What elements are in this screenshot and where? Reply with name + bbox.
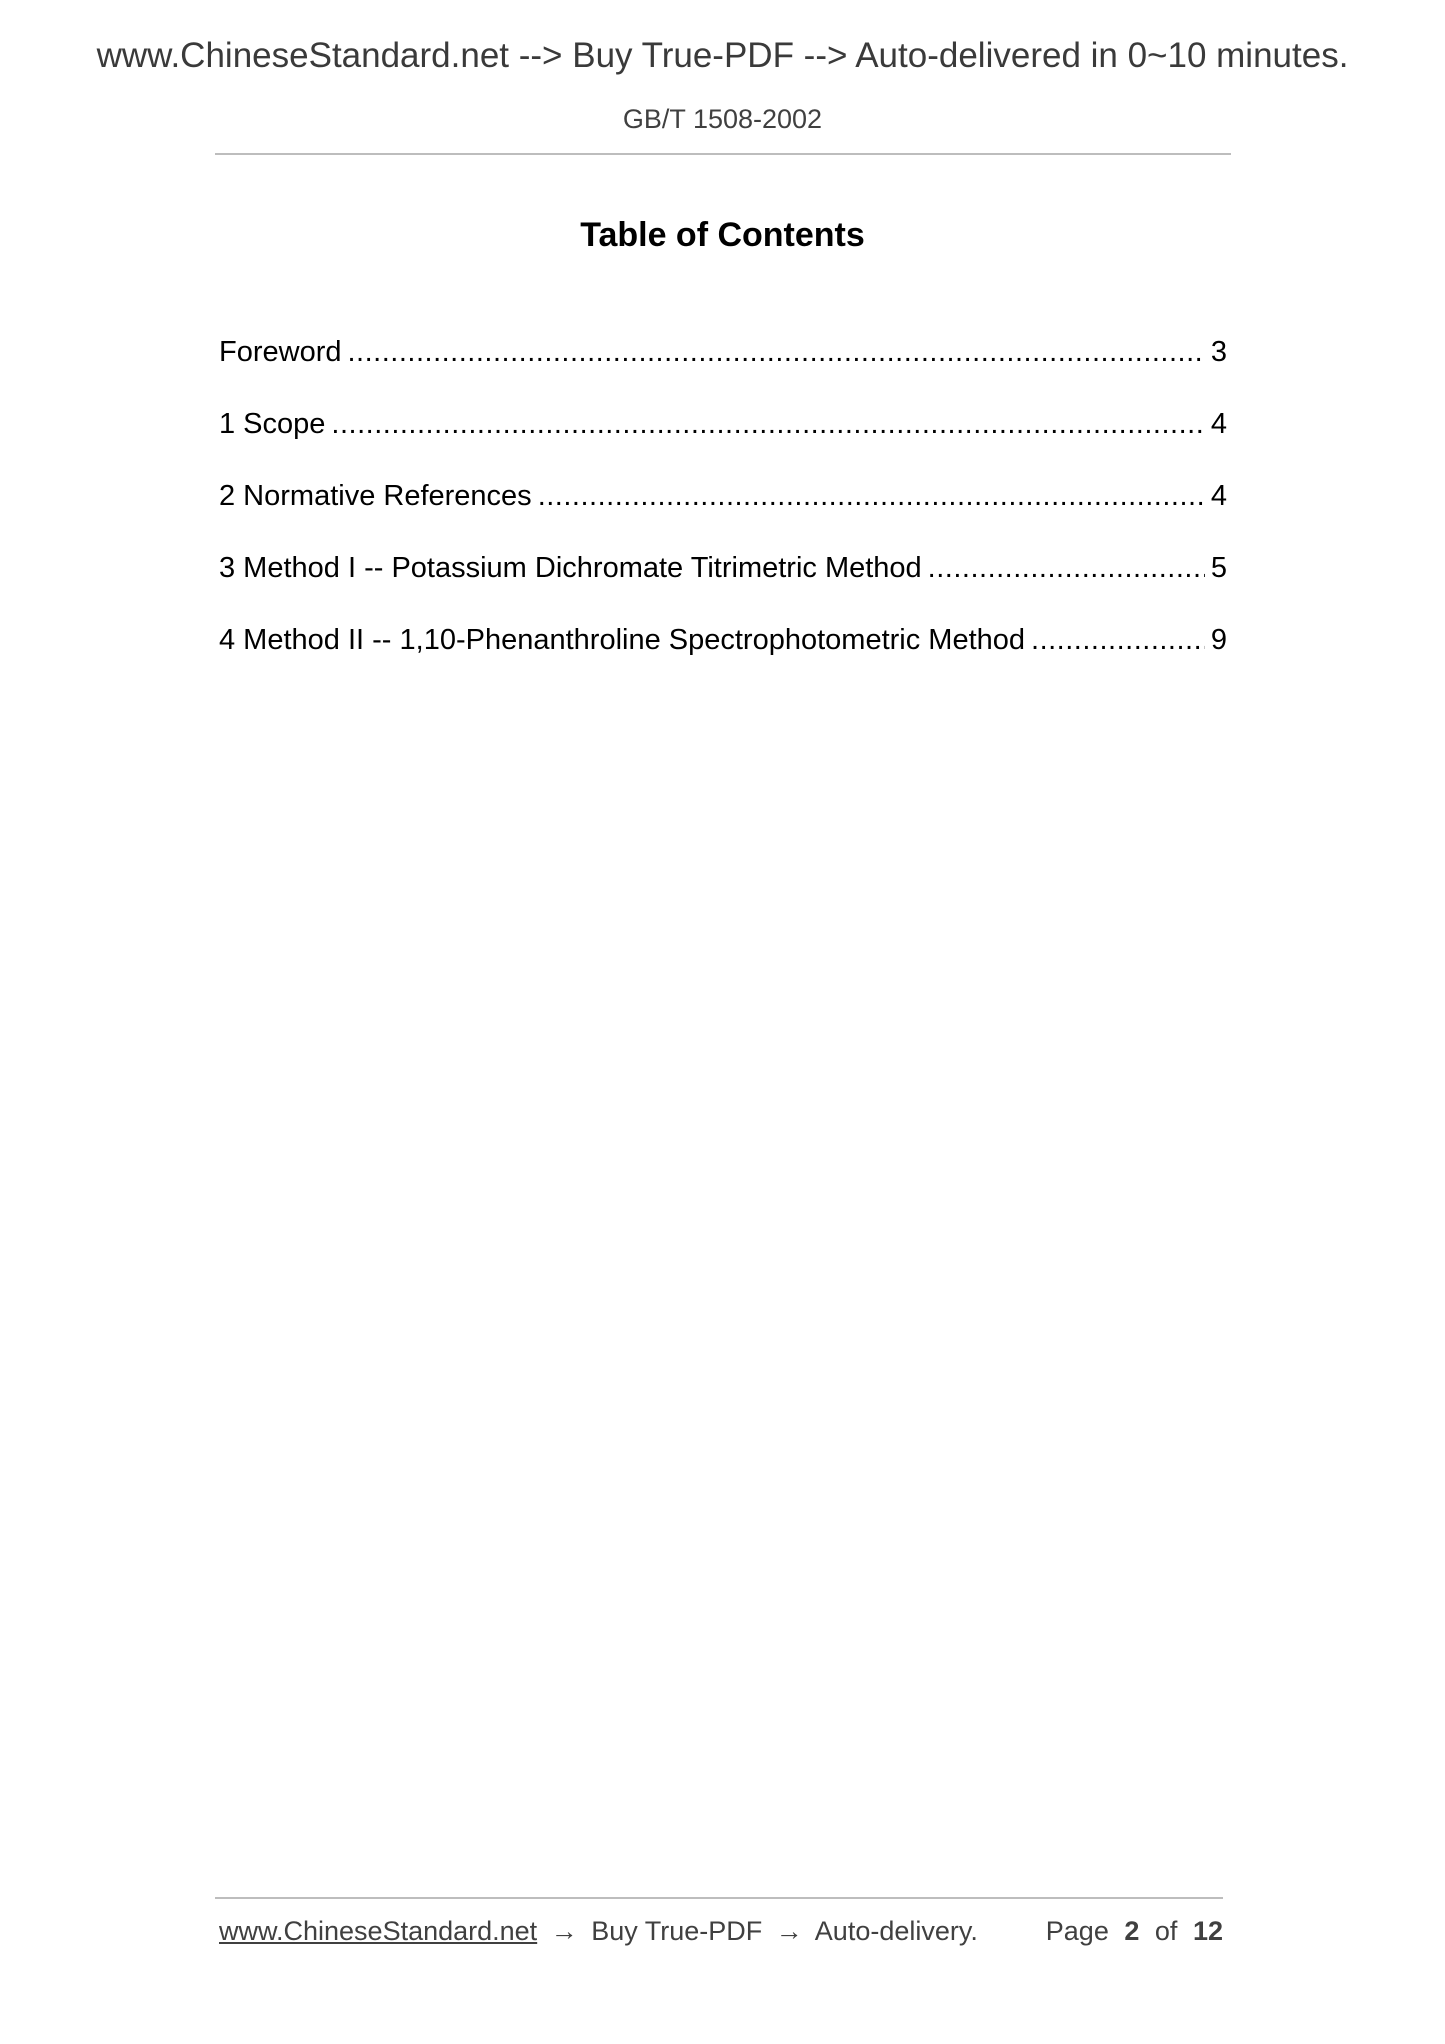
toc-dot-leader xyxy=(538,480,1205,513)
toc-dot-leader xyxy=(331,408,1204,441)
toc-entry-scope[interactable] xyxy=(219,408,1227,480)
toc-entry-normative-references[interactable] xyxy=(219,480,1227,552)
page-footer xyxy=(219,1916,1223,1956)
toc-entry-label: Foreword xyxy=(219,336,342,368)
toc-entry-page: 4 xyxy=(1210,408,1227,440)
toc-dot-leader xyxy=(928,552,1205,585)
toc-dot-leader xyxy=(1031,624,1205,657)
toc-list xyxy=(219,336,1227,696)
top-banner: www.ChineseStandard.net --> Buy True-PDF --> Auto-delivered in 0~10 minutes. xyxy=(96,36,1349,75)
toc-entry-label: 2 Normative References xyxy=(219,480,532,512)
toc-entry-method-i[interactable] xyxy=(219,552,1227,624)
toc-entry-label: 4 Method II -- 1,10-Phenanthroline Spectrophotometric Method xyxy=(219,624,1026,656)
toc-entry-foreword[interactable] xyxy=(219,336,1227,408)
page-number xyxy=(1038,1916,1223,1947)
header-divider xyxy=(215,153,1231,155)
site-link[interactable]: www.ChineseStandard.net xyxy=(219,1916,538,1946)
of-word: of xyxy=(1154,1916,1178,1946)
buy-true-pdf-text: Buy True-PDF xyxy=(591,1916,763,1946)
document-code: GB/T 1508-2002 xyxy=(622,104,823,134)
current-page-number: 2 xyxy=(1124,1916,1140,1946)
auto-delivery-text: Auto-delivery. xyxy=(814,1916,978,1946)
toc-entry-label: 1 Scope xyxy=(219,408,326,440)
toc-entry-page: 3 xyxy=(1210,336,1227,368)
toc-title: Table of Contents xyxy=(580,216,865,254)
page-word: Page xyxy=(1045,1916,1109,1946)
toc-dot-leader xyxy=(348,336,1205,369)
footer-promo xyxy=(219,1916,978,1947)
arrow-right-icon: → xyxy=(550,1916,578,1946)
total-pages-number: 12 xyxy=(1192,1916,1223,1946)
footer-divider xyxy=(215,1897,1223,1899)
toc-entry-page: 5 xyxy=(1210,552,1227,584)
toc-entry-page: 9 xyxy=(1210,624,1227,656)
toc-entry-label: 3 Method I -- Potassium Dichromate Titrimetric Method xyxy=(219,552,922,584)
toc-entry-method-ii[interactable] xyxy=(219,624,1227,696)
arrow-right-icon: → xyxy=(775,1916,803,1946)
toc-entry-page: 4 xyxy=(1210,480,1227,512)
